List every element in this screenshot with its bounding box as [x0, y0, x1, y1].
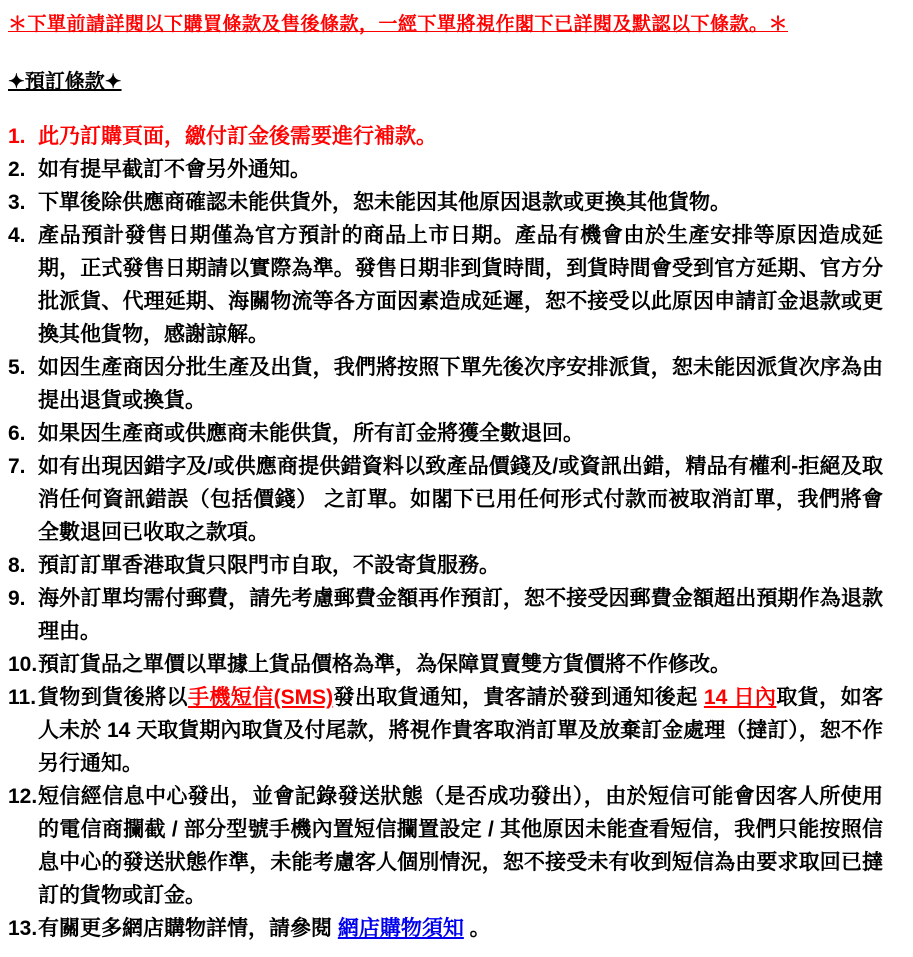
term-text: [38, 549, 883, 582]
term-number: 2.: [8, 157, 26, 181]
term-segment: 貨物到貨後將以: [38, 685, 188, 709]
term-item-12: [8, 780, 883, 912]
term-number: 7.: [8, 454, 26, 478]
term-item-2: [8, 153, 883, 186]
term-number: 6.: [8, 421, 26, 445]
term-segment: 。: [463, 916, 491, 940]
term-text: [38, 681, 883, 780]
term-item-1: [8, 120, 883, 153]
section-header-preorder-terms: ✦預訂條款✦: [8, 70, 122, 93]
term-number: 12.: [8, 784, 38, 808]
term-segment: 發出取貨通知，貴客請於發到通知後起: [333, 685, 704, 709]
term-number: 5.: [8, 355, 26, 379]
term-number: 8.: [8, 553, 26, 577]
term-text: [38, 120, 883, 153]
term-item-13: [8, 912, 883, 945]
term-number: 3.: [8, 190, 26, 214]
term-segment: 此乃訂購頁面，繳付訂金後需要進行補款。: [38, 124, 437, 148]
term-segment: 海外訂單均需付郵費，請先考慮郵費金額再作預訂，恕不接受因郵費金額超出預期作為退款理由。: [38, 586, 883, 643]
term-segment: 預訂訂單香港取貨只限門市自取，不設寄貨服務。: [38, 553, 500, 577]
term-text: [38, 450, 883, 549]
term-number: 9.: [8, 586, 26, 610]
term-segment: 如果因生產商或供應商未能供貨，所有訂金將獲全數退回。: [38, 421, 584, 445]
term-number: 13.: [8, 916, 38, 940]
term-number: 4.: [8, 223, 26, 247]
term-text: [38, 351, 883, 417]
terms-page: [8, 12, 883, 945]
term-segment: 下單後除供應商確認未能供貨外，恕未能因其他原因退款或更換其他貨物。: [38, 190, 731, 214]
term-item-6: [8, 417, 883, 450]
term-item-10: [8, 648, 883, 681]
term-segment: 預訂貨品之單價以單據上貨品價格為準，為保障買賣雙方貨價將不作修改。: [38, 652, 731, 676]
term-segment: 如有提早截訂不會另外通知。: [38, 157, 311, 181]
term-text: [38, 417, 883, 450]
term-item-3: [8, 186, 883, 219]
term-segment: 產品預計發售日期僅為官方預計的商品上市日期。產品有機會由於生產安排等原因造成延期，正式發售日期請以實際為準。發售日期非到貨時間，到貨時間會受到官方延期、官方分批派貨、代理延期、海關物流等各方面因素造成延遲，恕不接受以此原因申請訂金退款或更換其他貨物，感謝諒解。: [38, 223, 883, 346]
term-text: [38, 780, 883, 912]
term-number: 1.: [8, 124, 26, 148]
term-segment: 如因生產商因分批生產及出貨，我們將按照下單先後次序安排派貨，恕未能因派貨次序為由提出退貨或換貨。: [38, 355, 883, 412]
term-number: 10.: [8, 652, 38, 676]
term-segment: 有關更多網店購物詳情，請參閱: [38, 916, 338, 940]
term-item-7: [8, 450, 883, 549]
term-item-5: [8, 351, 883, 417]
page-title: ＊下單前請詳閱以下購買條款及售後條款，一經下單將視作閣下已詳閱及默認以下條款。＊: [8, 14, 789, 35]
terms-list: [8, 120, 883, 945]
shop-guide-link[interactable]: 網店購物須知: [337, 916, 464, 940]
term-text: [38, 186, 883, 219]
term-text: [38, 582, 883, 648]
term-item-11: [8, 681, 883, 780]
term-text: [38, 912, 883, 945]
term-item-8: [8, 549, 883, 582]
term-text: [38, 219, 883, 351]
highlighted-text: 手機短信(SMS): [187, 685, 334, 709]
term-segment: 如有出現因錯字及/或供應商提供錯資料以致產品價錢及/或資訊出錯，精品有權利-拒絕及取消任何資訊錯誤（包括價錢） 之訂單。如閣下已用任何形式付款而被取消訂單，我們將會全數退回已收取之款項。: [38, 454, 883, 544]
term-item-4: [8, 219, 883, 351]
term-segment: 短信經信息中心發出，並會記錄發送狀態（是否成功發出），由於短信可能會因客人所使用的電信商攔截 / 部分型號手機內置短信攔置設定 / 其他原因未能查看短信，我們只能按照信息中心的發送狀態作準，未能考慮客人個別情況，恕不接受未有收到短信為由要求取回已撻訂的貨物或訂金。: [38, 784, 883, 907]
term-text: [38, 153, 883, 186]
term-number: 11.: [8, 685, 37, 709]
highlighted-text: 14 日內: [703, 685, 777, 709]
term-text: [38, 648, 883, 681]
term-segment: 取貨，如客人未於 14 天取貨期內取貨及付尾款，將視作貴客取消訂單及放棄訂金處理（撻訂），恕不作另行通知。: [38, 685, 884, 775]
term-item-9: [8, 582, 883, 648]
